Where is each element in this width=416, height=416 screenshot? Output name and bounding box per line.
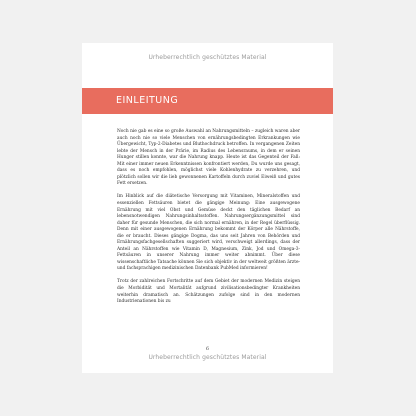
book-page	[82, 43, 333, 373]
chapter-header-band	[82, 88, 333, 114]
copyright-watermark-bottom: Urheberrechtlich geschütztes Material	[148, 354, 267, 361]
chapter-title: EINLEITUNG	[116, 95, 179, 106]
paragraph-2: Im Hinblick auf die diätetische Versorgung mit Vitaminen, Mineralstoffen und essenziellen Fettsäuren bietet die gängige Meinung: Eine ausgewogene Ernährung mit viel Obst und Gemüse deckt den täglichen Bedarf an lebensnotwendigen Nahrungsinhaltsstoffen. Nahrungsergänzungsmittel sind daher für gesunde Menschen, die sich normal ernähren, in der Regel überflüssig. Denn mit einer ausgewogenen Ernährung bekommt der Körper alle Nährstoffe, die er braucht. Dieses gängige Dogma, das uns seit Jahren von Behörden und Ernährungsfachgesellschaften suggeriert wird, verschweigt allerdings, dass der Anteil an Nährstoffen wie Vitamin D, Magnesium, Zink, Jod und Omega-3-Fettsäuren in unserer Nahrung immer weiter abnimmt. Über diese wissenschaftliche Tatsache können Sie sich objektiv in der weltweit größten ärzte- und fachsprachigen medizinischen Datenbank PubMed informieren!	[117, 194, 300, 272]
copyright-watermark-top: Urheberrechtlich geschütztes Material	[148, 54, 267, 61]
page-number: 6	[205, 346, 210, 352]
paragraph-3: Trotz der zahlreichen Fortschritte auf dem Gebiet der modernen Medizin steigen die Morbidität und Mortalität aufgrund zivilisationsbedingter Krankheiten weiterhin dramatisch an. Schätzungen zufolge sind in den modernen Industrienationen bis zu	[117, 279, 300, 305]
body-text	[117, 129, 300, 312]
paragraph-1: Noch nie gab es eine so große Auswahl an Nahrungsmitteln – zugleich waren aber auch noch nie so viele Menschen von ernährungsbedingten Erkrankungen wie Übergewicht, Typ-2-Diabetes und Bluthochdruck betroffen. In vergangenen Zeiten lebte der Mensch in der Prärie, im Radius des Lebensraums, in dem er seinen Hunger stillen konnte, war die Nahrung knapp. Heute ist das Gegenteil der Fall: Mit einer immer neuen Erkenntnissen konfrontiert werden, Du wurde uns gesagt, dass es noch empfohlen, möglichst viele Kohlenhydrate zu verzehren, und plötzlich sollen wir die lieb gewonnenen Kartoffeln durch zuviel Eiweiß und gutes Fett ersetzen.	[117, 129, 300, 187]
